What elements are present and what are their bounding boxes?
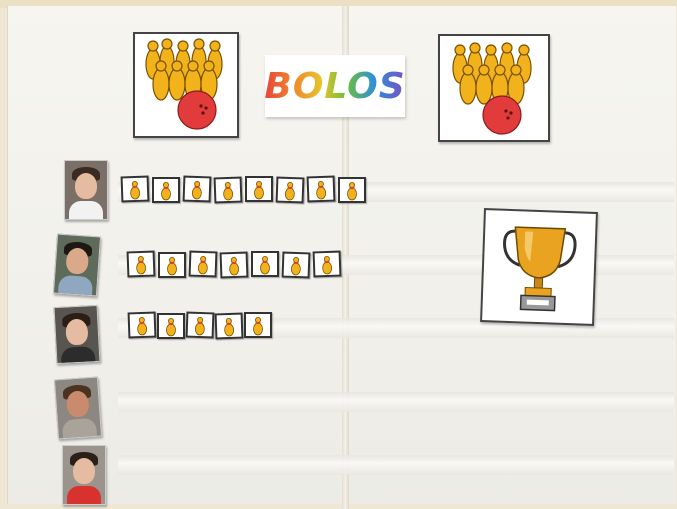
trophy-card — [480, 208, 598, 326]
pin-card — [183, 176, 212, 203]
bowling-pin-icon — [129, 253, 154, 276]
pin-card — [282, 252, 311, 279]
pin-card — [121, 176, 150, 203]
student-photo — [54, 377, 102, 440]
title-card — [265, 55, 405, 117]
bowling-pins-icon — [135, 34, 237, 136]
bowling-pin-icon — [123, 178, 148, 201]
page-title: BOLOS — [264, 65, 406, 107]
pin-card — [215, 313, 244, 340]
bowling-pin-icon — [246, 314, 270, 336]
bowling-pin-icon — [253, 253, 277, 275]
pin-card — [244, 312, 272, 338]
pin-card — [245, 176, 273, 202]
pin-card — [186, 312, 215, 339]
pin-card — [220, 252, 249, 279]
pin-card — [251, 251, 279, 277]
pin-card — [127, 251, 156, 278]
bowling-pins-icon — [440, 36, 548, 140]
pin-card — [307, 176, 336, 203]
bowling-pin-icon — [159, 315, 183, 337]
student-photo — [64, 160, 108, 220]
student-photo — [62, 445, 106, 505]
bowling-pin-icon — [130, 314, 155, 337]
bowling-pin-icon — [247, 178, 271, 200]
student-photo — [54, 305, 101, 364]
bowling-pin-icon — [340, 179, 364, 201]
pin-card — [128, 312, 157, 339]
pin-card — [338, 177, 366, 203]
bowling-card-right — [438, 34, 550, 142]
bowling-pin-icon — [154, 179, 178, 201]
bowling-pin-icon — [191, 253, 216, 276]
pin-card — [157, 313, 185, 339]
bowling-pin-icon — [216, 179, 241, 202]
pin-card — [214, 177, 243, 204]
bowling-card-left — [133, 32, 239, 138]
bowling-pin-icon — [315, 253, 340, 276]
bowling-pin-icon — [188, 314, 213, 337]
student-photo — [53, 234, 101, 297]
bowling-pin-icon — [222, 254, 247, 277]
pin-card — [189, 251, 218, 278]
row-strip — [118, 392, 674, 412]
bowling-pin-icon — [185, 178, 210, 201]
bowling-pin-icon — [284, 254, 309, 277]
row-strip — [118, 455, 674, 475]
bowling-pin-icon — [217, 315, 242, 338]
pin-card — [313, 251, 342, 278]
pin-card — [158, 252, 186, 278]
bowling-pin-icon — [160, 254, 184, 276]
pin-card — [152, 177, 180, 203]
trophy-icon — [482, 210, 596, 324]
bowling-pin-icon — [309, 178, 334, 201]
bowling-pin-icon — [278, 179, 303, 202]
pin-card — [276, 177, 305, 204]
